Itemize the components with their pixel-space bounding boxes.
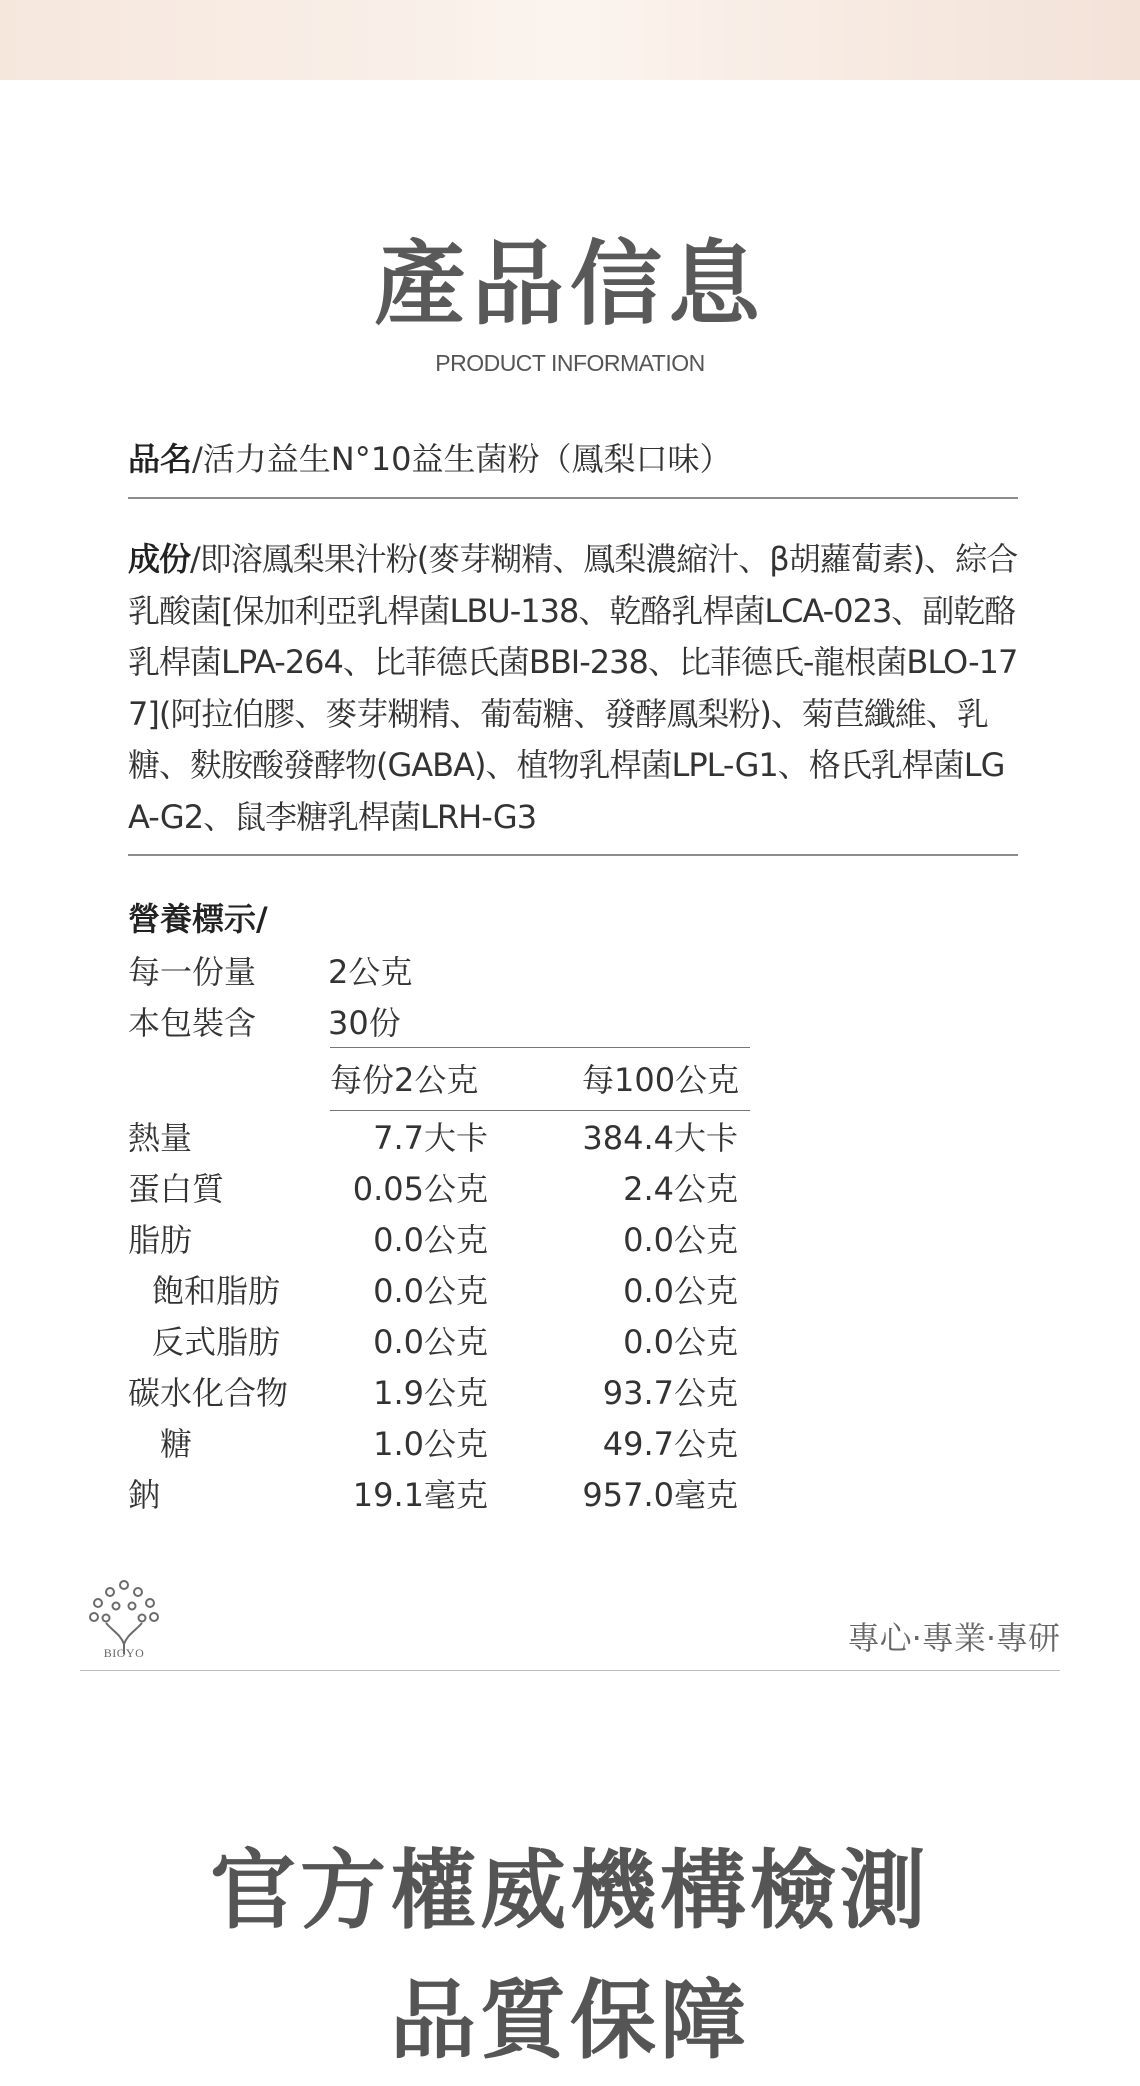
nutrient-per-100g: 0.0公克 [623, 1221, 738, 1259]
section-title-line2: 品質保障 [390, 1971, 750, 2071]
serving-size-value: 2公克 [328, 953, 413, 991]
product-name-line [128, 436, 1018, 482]
nutrition-row [128, 1470, 768, 1520]
table-top-rule [330, 1047, 750, 1048]
nutrient-per-serving: 1.9公克 [373, 1374, 488, 1412]
nutrient-name: 熱量 [128, 1119, 193, 1157]
divider [128, 854, 1018, 856]
table-header-rule [330, 1110, 750, 1111]
servings-row [128, 998, 401, 1048]
nutrient-name: 脂肪 [128, 1221, 193, 1259]
ingredients-paragraph [128, 534, 1018, 843]
column-header-per-serving: 每份2公克 [330, 1061, 479, 1099]
section-title-line1: 官方權威機構檢測 [210, 1841, 930, 1941]
nutrient-per-100g: 93.7公克 [602, 1374, 738, 1412]
nutrient-per-serving: 0.0公克 [373, 1272, 488, 1310]
nutrient-name: 蛋白質 [128, 1170, 225, 1208]
brand-motto: 專心·專業·專研 [847, 1619, 1060, 1657]
brand-logo-text: BIOYO [103, 1646, 145, 1660]
nutrient-per-100g: 0.0公克 [623, 1323, 738, 1361]
nutrient-per-100g: 49.7公克 [602, 1425, 738, 1463]
serving-size-row [128, 947, 412, 997]
divider [128, 497, 1018, 499]
nutrient-name: 鈉 [128, 1476, 161, 1514]
ingredients-label: 成份 [128, 540, 191, 578]
nutrition-label: 營養標示/ [128, 900, 268, 938]
nutrient-per-serving: 0.0公克 [373, 1221, 488, 1259]
page-subtitle: PRODUCT INFORMATION [435, 350, 705, 376]
nutrient-per-100g: 384.4大卡 [582, 1119, 738, 1157]
top-banner-band [0, 0, 1140, 80]
product-name-value: /活力益生N°10益生菌粉（鳳梨口味） [192, 440, 732, 478]
nutrition-row [128, 1317, 768, 1367]
ingredients-value: /即溶鳳梨果汁粉(麥芽糊精、鳳梨濃縮汁、β胡蘿蔔素)、綜合乳酸菌[保加利亞乳桿菌LBU-138、乾酪乳桿菌LCA-023、副乾酪乳桿菌LPA-264、比菲德氏菌BBI-238、比菲德氏-龍根菌BLO-177](阿拉伯膠、麥芽糊精、葡萄糖、發酵鳳梨粉)、菊苣纖維、乳糖、麩胺酸發酵物(GABA)、植物乳桿菌LPL-G1、格氏乳桿菌LGA-G2、鼠李糖乳桿菌LRH-G3 [128, 540, 1018, 836]
nutrient-name: 糖 [160, 1425, 193, 1463]
nutrient-per-serving: 1.0公克 [373, 1425, 488, 1463]
footer-divider [80, 1670, 1060, 1671]
nutrition-row [128, 1368, 768, 1418]
nutrition-row [128, 1113, 768, 1163]
servings-label: 本包裝含 [128, 1004, 257, 1042]
product-name-label: 品名 [128, 440, 193, 478]
nutrient-per-100g: 0.0公克 [623, 1272, 738, 1310]
nutrition-row [128, 1164, 768, 1214]
nutrient-per-serving: 19.1毫克 [352, 1476, 488, 1514]
nutrient-per-100g: 957.0毫克 [582, 1476, 738, 1514]
nutrient-name: 飽和脂肪 [152, 1272, 281, 1310]
nutrition-row [128, 1266, 768, 1316]
nutrient-name: 碳水化合物 [128, 1374, 289, 1412]
column-header-per-100g: 每100公克 [582, 1061, 740, 1099]
serving-size-label: 每一份量 [128, 953, 257, 991]
servings-value: 30份 [328, 1004, 401, 1042]
nutrient-per-serving: 0.0公克 [373, 1323, 488, 1361]
nutrition-row [128, 1215, 768, 1265]
nutrition-row [128, 1419, 768, 1469]
page-title: 產品信息 [373, 231, 766, 338]
nutrient-per-100g: 2.4公克 [623, 1170, 738, 1208]
nutrient-name: 反式脂肪 [152, 1323, 281, 1361]
nutrient-per-serving: 7.7大卡 [373, 1119, 488, 1157]
nutrient-per-serving: 0.05公克 [352, 1170, 488, 1208]
